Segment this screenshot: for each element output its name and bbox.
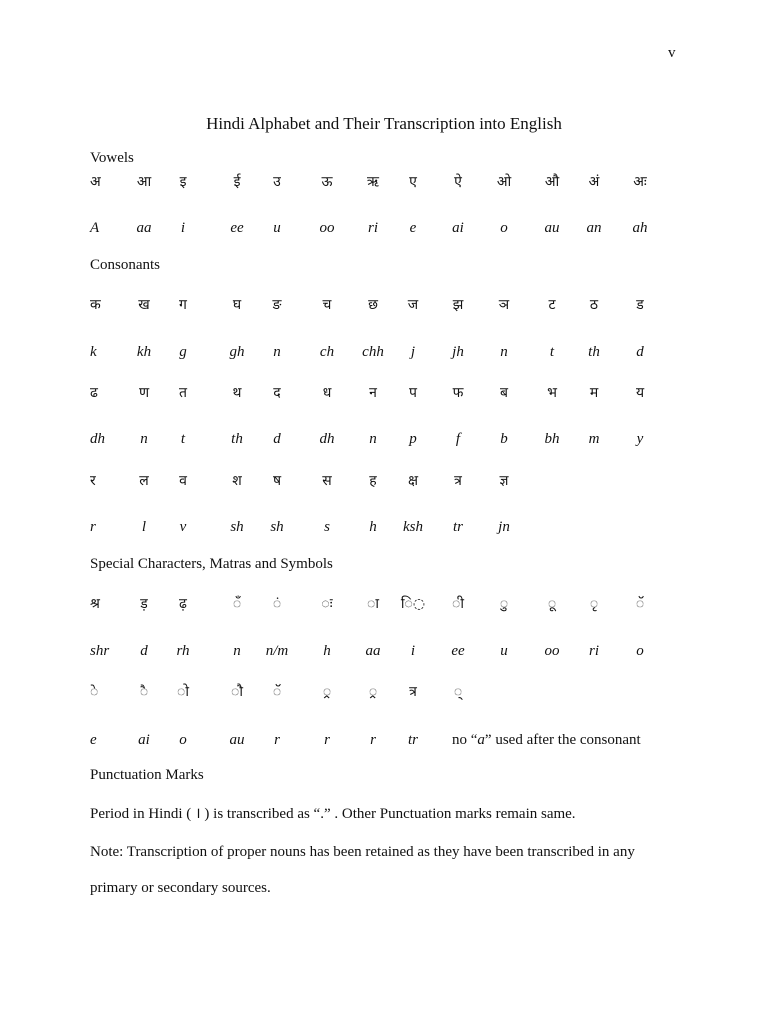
- devanagari-char-8: ि◌: [400, 596, 426, 612]
- devanagari-char-1: ढ: [90, 385, 98, 401]
- transliteration-13: y: [636, 431, 644, 447]
- transliteration-4: th: [231, 431, 243, 447]
- devanagari-char-1: अ: [90, 174, 101, 190]
- devanagari-char-3: इ: [179, 174, 187, 190]
- transliteration-5: r: [274, 732, 280, 748]
- devanagari-char-11: ट: [548, 297, 556, 313]
- devanagari-char-9: फ: [452, 385, 464, 401]
- special-devanagari-row-1: [0, 594, 768, 618]
- devanagari-char-13: ड: [636, 297, 644, 313]
- devanagari-char-8: प: [409, 385, 417, 401]
- special-characters-heading: Special Characters, Matras and Symbols: [90, 556, 333, 572]
- devanagari-char-5: उ: [273, 174, 281, 190]
- devanagari-char-7: ◌ा: [367, 596, 379, 612]
- devanagari-char-5: ◌ॅ: [272, 684, 282, 700]
- devanagari-char-4: घ: [232, 297, 242, 313]
- devanagari-char-5: द: [273, 385, 281, 401]
- transliteration-4: sh: [230, 519, 244, 535]
- transliteration-5: sh: [270, 519, 284, 535]
- transliteration-6: s: [324, 519, 330, 535]
- transliteration-1: k: [90, 344, 97, 360]
- devanagari-char-2: ड़: [140, 596, 148, 612]
- consonants-heading: Consonants: [90, 257, 161, 273]
- consonants-devanagari-row-1: [0, 295, 768, 319]
- devanagari-char-4: थ: [232, 385, 242, 401]
- transliteration-8: ksh: [403, 519, 423, 535]
- transliteration-4: gh: [229, 344, 245, 360]
- transliteration-2: d: [140, 643, 148, 659]
- devanagari-char-1: क: [90, 297, 101, 313]
- devanagari-char-11: औ: [544, 174, 560, 190]
- transliteration-2: ai: [138, 732, 150, 748]
- consonants-latin-row-1: [0, 344, 768, 368]
- devanagari-char-3: व: [179, 473, 187, 489]
- devanagari-char-5: ◌ं: [272, 596, 282, 612]
- transliteration-6: ch: [319, 344, 335, 360]
- transliteration-8: tr: [407, 732, 419, 748]
- transliteration-13: d: [636, 344, 644, 360]
- transliteration-1: dh: [90, 431, 105, 447]
- transliteration-8: i: [410, 643, 416, 659]
- transliteration-10: o: [500, 220, 508, 236]
- transliteration-2: aa: [136, 220, 152, 236]
- devanagari-char-7: ◌्र: [368, 684, 378, 700]
- devanagari-char-6: च: [322, 297, 332, 313]
- devanagari-char-9: त्र: [454, 473, 462, 489]
- devanagari-char-4: ◌ौ: [231, 684, 243, 700]
- transliteration-6: r: [324, 732, 330, 748]
- devanagari-char-12: ◌ृ: [589, 596, 599, 612]
- transliteration-11: bh: [544, 431, 560, 447]
- devanagari-char-8: क्ष: [407, 473, 419, 489]
- devanagari-char-12: अं: [588, 174, 600, 190]
- devanagari-char-10: ओ: [496, 174, 512, 190]
- devanagari-char-12: ठ: [589, 297, 599, 313]
- proper-nouns-note-line-1: Note: Transcription of proper nouns has been retained as they have been transcribed in any: [90, 844, 635, 860]
- devanagari-char-1: श्र: [90, 596, 100, 612]
- page-number: v: [668, 45, 676, 61]
- transliteration-9: ai: [452, 220, 464, 236]
- transliteration-7: ri: [367, 220, 379, 236]
- transliteration-1: r: [90, 519, 96, 535]
- devanagari-char-1: ◌े: [90, 684, 99, 700]
- devanagari-char-10: ◌ु: [499, 596, 509, 612]
- transliteration-11: oo: [544, 643, 560, 659]
- special-latin-row-2: [0, 732, 768, 756]
- transliteration-9: f: [455, 431, 461, 447]
- no-a-note: no “a” used after the consonant: [452, 732, 641, 748]
- devanagari-char-4: श: [232, 473, 242, 489]
- transliteration-9: jh: [452, 344, 464, 360]
- devanagari-char-12: म: [589, 385, 599, 401]
- transliteration-9: tr: [452, 519, 464, 535]
- punctuation-period-text: Period in Hindi ( । ) is transcribed as “.” . Other Punctuation marks remain same.: [90, 806, 576, 822]
- transliteration-3: g: [179, 344, 187, 360]
- devanagari-char-1: र: [90, 473, 96, 489]
- transliteration-10: jn: [498, 519, 510, 535]
- devanagari-char-3: ◌ो: [177, 684, 189, 700]
- devanagari-char-2: ल: [139, 473, 149, 489]
- transliteration-7: aa: [365, 643, 381, 659]
- devanagari-char-8: त्र: [409, 684, 417, 700]
- devanagari-char-5: ङ: [272, 297, 282, 313]
- transliteration-12: ri: [588, 643, 600, 659]
- devanagari-char-6: ध: [322, 385, 332, 401]
- transliteration-2: n: [140, 431, 148, 447]
- vowels-heading: Vowels: [90, 150, 134, 166]
- devanagari-char-6: स: [322, 473, 332, 489]
- special-latin-row-1: [0, 643, 768, 667]
- transliteration-6: dh: [319, 431, 335, 447]
- devanagari-char-3: ग: [179, 297, 187, 313]
- transliteration-3: v: [179, 519, 187, 535]
- transliteration-12: an: [586, 220, 602, 236]
- devanagari-char-13: अः: [633, 174, 647, 190]
- devanagari-char-8: ए: [409, 174, 417, 190]
- transliteration-10: n: [500, 344, 508, 360]
- devanagari-char-6: ◌ः: [321, 596, 333, 612]
- special-devanagari-row-2: [0, 682, 768, 706]
- transliteration-4: ee: [230, 220, 244, 236]
- devanagari-char-5: ष: [272, 473, 282, 489]
- transliteration-3: t: [180, 431, 186, 447]
- transliteration-5: n/m: [265, 643, 289, 659]
- transliteration-2: l: [141, 519, 147, 535]
- transliteration-12: th: [588, 344, 600, 360]
- transliteration-5: d: [273, 431, 281, 447]
- punctuation-heading: Punctuation Marks: [90, 767, 204, 783]
- devanagari-char-2: ◌ै: [139, 684, 149, 700]
- devanagari-char-9: ऐ: [454, 174, 462, 190]
- consonants-latin-row-3: [0, 519, 768, 543]
- devanagari-char-7: ह: [369, 473, 377, 489]
- devanagari-char-2: आ: [136, 174, 152, 190]
- devanagari-char-10: ञ: [498, 297, 510, 313]
- transliteration-10: b: [500, 431, 508, 447]
- transliteration-3: rh: [176, 643, 190, 659]
- transliteration-2: kh: [136, 344, 152, 360]
- transliteration-11: t: [549, 344, 555, 360]
- transliteration-9: ee: [451, 643, 465, 659]
- devanagari-char-9: झ: [452, 297, 464, 313]
- transliteration-5: u: [273, 220, 281, 236]
- transliteration-7: r: [370, 732, 376, 748]
- devanagari-char-7: छ: [368, 297, 378, 313]
- page-title: Hindi Alphabet and Their Transcription into English: [206, 114, 562, 133]
- vowels-devanagari-row: [0, 172, 768, 196]
- transliteration-3: i: [180, 220, 186, 236]
- transliteration-1: e: [90, 732, 97, 748]
- transliteration-13: o: [636, 643, 644, 659]
- transliteration-6: h: [323, 643, 331, 659]
- transliteration-8: j: [410, 344, 416, 360]
- devanagari-char-3: ढ़: [179, 596, 187, 612]
- devanagari-char-10: ब: [500, 385, 508, 401]
- devanagari-char-6: ऊ: [321, 174, 333, 190]
- transliteration-1: A: [90, 220, 100, 236]
- devanagari-char-9: ◌ी: [452, 596, 464, 612]
- devanagari-char-7: ऋ: [367, 174, 379, 190]
- consonants-devanagari-row-2: [0, 383, 768, 407]
- devanagari-char-11: ◌ू: [547, 596, 557, 612]
- devanagari-char-10: ज्ञ: [499, 473, 509, 489]
- transliteration-12: m: [588, 431, 600, 447]
- transliteration-8: p: [409, 431, 417, 447]
- devanagari-char-9: ◌्: [453, 684, 463, 700]
- transliteration-7: h: [369, 519, 377, 535]
- devanagari-char-11: भ: [547, 385, 557, 401]
- transliteration-6: oo: [319, 220, 335, 236]
- vowels-latin-row: [0, 220, 768, 244]
- devanagari-char-13: ◌ॅ: [635, 596, 645, 612]
- devanagari-char-8: ज: [407, 297, 419, 313]
- devanagari-char-3: त: [179, 385, 187, 401]
- transliteration-8: e: [409, 220, 417, 236]
- transliteration-4: n: [233, 643, 241, 659]
- transliteration-11: au: [544, 220, 560, 236]
- consonants-devanagari-row-3: [0, 471, 768, 495]
- devanagari-char-7: न: [369, 385, 377, 401]
- transliteration-4: au: [229, 732, 245, 748]
- devanagari-char-2: ख: [138, 297, 150, 313]
- transliteration-7: chh: [362, 344, 384, 360]
- proper-nouns-note-line-2: primary or secondary sources.: [90, 880, 271, 896]
- transliteration-13: ah: [632, 220, 648, 236]
- consonants-latin-row-2: [0, 431, 768, 455]
- devanagari-char-6: ्र: [322, 684, 332, 700]
- transliteration-3: o: [179, 732, 187, 748]
- devanagari-char-2: ण: [138, 385, 150, 401]
- transliteration-10: u: [500, 643, 508, 659]
- devanagari-char-4: ◌ँ: [232, 596, 242, 612]
- transliteration-7: n: [369, 431, 377, 447]
- devanagari-char-4: ई: [233, 174, 241, 190]
- transliteration-1: shr: [90, 643, 110, 659]
- devanagari-char-13: य: [635, 385, 645, 401]
- transliteration-5: n: [273, 344, 281, 360]
